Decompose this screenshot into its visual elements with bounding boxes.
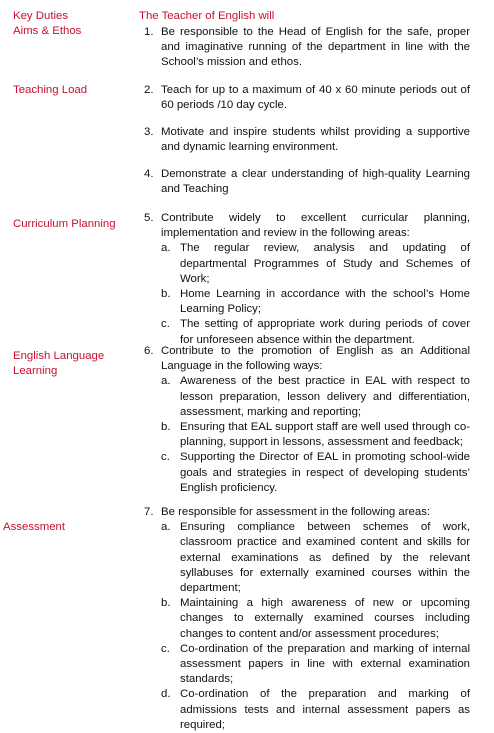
duty-item-5 (144, 211, 470, 348)
sub-text: Awareness of the best practice in EAL with respect to lesson preparation, lesson delivery and differentiation, assessment, marking and reporting; (180, 375, 470, 418)
duty-item-6 (144, 344, 470, 496)
duty-text: Teach for up to a maximum of 40 x 60 minute periods out of 60 periods /10 day cycle. (161, 84, 470, 112)
duty-number: 2. (144, 84, 154, 96)
sub-item-7d (161, 687, 470, 733)
sub-item-5a (161, 241, 470, 287)
label-key-duties-line1: Key Duties (13, 10, 69, 22)
label-english-language-learning (13, 349, 133, 378)
duty-number: 4. (144, 168, 154, 180)
duty-text: Be responsible to the Head of English for the safe, proper and imaginative running of the department in line with the School’s mission and ethos. (161, 26, 470, 69)
duty-text: Motivate and inspire students whilst providing a supportive and dynamic learning environment. (161, 126, 470, 154)
sub-text: Home Learning in accordance with the school’s Home Learning Policy; (180, 288, 470, 316)
duty-text: Contribute to the promotion of English as an Additional Language in the following ways: (161, 345, 470, 373)
duty-number: 6. (144, 345, 154, 357)
sub-text: Ensuring that EAL support staff are well used through co-planning, support in lessons, assessment and feedback; (180, 421, 470, 449)
duty-item-3 (144, 125, 470, 155)
sub-letter: b. (161, 288, 171, 301)
label-key-duties-line2: Aims & Ethos (13, 24, 82, 37)
duty-number: 5. (144, 212, 154, 224)
sub-item-5b (161, 287, 470, 317)
label-eal-line1: English Language (13, 350, 105, 362)
sub-letter: b. (161, 421, 171, 434)
duty-number: 3. (144, 126, 154, 138)
duty-item-4 (144, 167, 470, 197)
duty-text: Demonstrate a clear understanding of high-quality Learning and Teaching (161, 168, 470, 196)
sub-item-7a (161, 520, 470, 596)
label-assessment: Assessment (3, 521, 66, 533)
sub-letter: a. (161, 242, 171, 255)
duty-text: Contribute widely to excellent curricular planning, implementation and review in the following areas: (161, 212, 470, 240)
sub-letter: d. (161, 688, 171, 701)
sub-item-7b (161, 596, 470, 642)
sub-text: Co-ordination of the preparation and marking of internal assessment papers in line with external examination standards; (180, 642, 470, 686)
sub-letter: c. (161, 318, 170, 331)
sub-text: Maintaining a high awareness of new or upcoming changes to externally examined courses including changes to content and/or assessment procedures; (180, 597, 470, 640)
sub-letter: c. (161, 451, 170, 464)
sub-text: Ensuring compliance between schemes of work, classroom practice and examined content and skills for external examinations as defined by the relevant syllabuses for externally examined courses within the department; (180, 521, 470, 595)
sub-letter: a. (161, 521, 171, 534)
sub-letter: a. (161, 375, 171, 388)
intro-heading: The Teacher of English will (139, 10, 275, 22)
label-key-duties (13, 9, 133, 38)
sub-letter: b. (161, 597, 171, 610)
duty-item-7 (144, 505, 470, 733)
label-teaching-load: Teaching Load (13, 84, 88, 96)
sub-text: The setting of appropriate work during periods of cover for unforeseen absence within the department. (180, 318, 470, 346)
sub-text: Co-ordination of the preparation and marking of admissions tests and internal assessment papers as required; (180, 688, 470, 731)
duty-number: 7. (144, 506, 154, 518)
sub-text: The regular review, analysis and updating of departmental Programmes of Study and Schemes of Work; (180, 242, 470, 285)
sub-item-6b (161, 420, 470, 450)
duty-text: Be responsible for assessment in the following areas: (161, 506, 431, 518)
sub-item-6c (161, 450, 470, 496)
label-curriculum-planning: Curriculum Planning (13, 218, 116, 230)
duty-item-1 (144, 25, 470, 71)
label-eal-line2: Learning (13, 364, 58, 377)
duty-item-2 (144, 83, 470, 113)
sub-text: Supporting the Director of EAL in promoting school-wide goals and strategies in respect of developing students’ English proficiency. (180, 451, 470, 494)
sub-item-7c (161, 642, 470, 688)
sub-item-6a (161, 374, 470, 420)
duty-number: 1. (144, 26, 154, 38)
sub-letter: c. (161, 642, 170, 655)
